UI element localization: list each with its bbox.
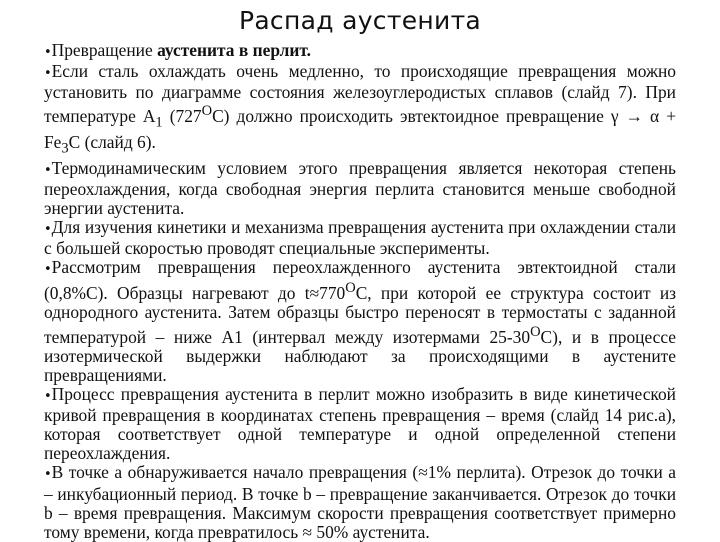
bullet: •	[44, 388, 52, 404]
paragraph-2-text-d: С (слайд 6).	[68, 131, 156, 152]
paragraph-5-text-a: Рассмотрим превращения переохлажденного аустенита эвтектоидной стали (0,8%С). Образцы нагревают до t≈770	[44, 257, 676, 304]
paragraph-5-text-b: С, при которой ее структура состоит из однородного аустенита. Затем образцы быстро переносят в термостаты с заданной температурой – ниже А1 (интервал между изотермами 25-30	[44, 283, 676, 347]
superscript: О	[201, 103, 213, 120]
bullet: •	[44, 66, 52, 82]
bullet: •	[44, 262, 52, 278]
bullet: •	[44, 467, 52, 483]
subscript: 1	[155, 114, 163, 131]
paragraph-1-text: Превращение	[51, 40, 158, 60]
paragraph-4	[44, 218, 676, 258]
paragraph-7-text: В точке а обнаруживается начало превращения (≈1% перлита). Отрезок до точки а – инкубационный период. В точке b – превращение заканчивается. Отрезок до точки b – время превращения. Максимум скорости превращения соответствует примерно тому времени, когда превратилось ≈ 50% аустенита.	[44, 462, 676, 542]
paragraph-1-bold: аустенита в перлит.	[157, 40, 311, 60]
bullet: •	[44, 162, 52, 178]
paragraph-2-text-c: С) должно происходить эвтектоидное превращение γ → α + Fe	[44, 106, 676, 152]
paragraph-3	[44, 159, 676, 218]
bullet: •	[44, 45, 52, 60]
paragraph-6	[44, 385, 676, 464]
paragraph-1	[44, 41, 676, 62]
paragraph-5	[44, 258, 676, 385]
bullet: •	[44, 221, 52, 237]
paragraph-7	[44, 463, 676, 542]
paragraph-2	[44, 62, 676, 158]
slide-title: Распад аустенита	[238, 6, 482, 35]
superscript: О	[345, 280, 356, 297]
slide-body	[44, 41, 676, 542]
paragraph-5-text-c: С), и в процессе изотермической выдержки наблюдают за происходящими в аустените превращениями.	[44, 326, 676, 385]
superscript: О	[530, 323, 541, 340]
subscript: 3	[61, 140, 69, 157]
paragraph-6-text: Процесс превращения аустенита в перлит можно изобразить в виде кинетической кривой превращения в координатах степень превращения – время (слайд 14 рис.а), которая соответствует одной температуре и одной определенной степени переохлаждения.	[44, 383, 676, 464]
paragraph-2-text-b: (727	[162, 106, 202, 127]
paragraph-2-text-a: Если сталь охлаждать очень медленно, то происходящие превращения можно установить по диаграмме состояния железоуглеродистых сплавов (слайд 7). При температуре А	[44, 61, 676, 127]
paragraph-4-text: Для изучения кинетики и механизма превращения аустенита при охлаждении стали с большей скоростью проводят специальные эксперименты.	[44, 216, 676, 259]
paragraph-3-text: Термодинамическим условием этого превращения является некоторая степень переохлаждения, когда свободная энергия перлита становится меньше свободной энергии аустенита.	[44, 157, 676, 218]
